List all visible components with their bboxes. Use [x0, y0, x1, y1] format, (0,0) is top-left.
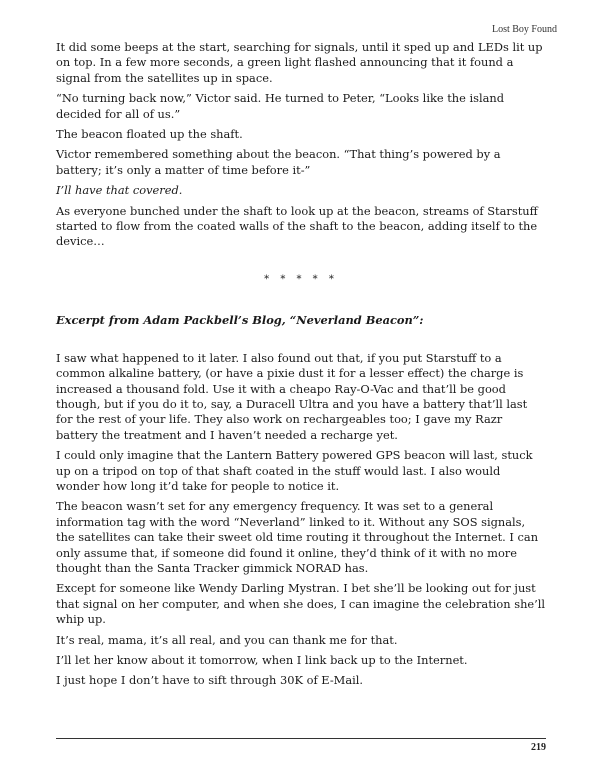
paragraph: As everyone bunched under the shaft to look up at the beacon, streams of Starstuff started to flow from the coated walls of the shaft to the beacon, adding itself to the device… [56, 203, 538, 249]
footer-divider [56, 738, 546, 739]
paragraph: I’ll let her know about it tomorrow, when I link back up to the Internet. [56, 653, 468, 667]
paragraph: I saw what happened to it later. I also found out that, if you put Starstuff to a common alkaline battery, (or have a pixie dust it for a lesser effect) the charge is increased a thousand fold. Use it with a cheapo Ray-O-Vac and that’ll be good though, but if you do it to, say, a Duracell Ultra and you have a battery that’ll last for the rest of your life. They also work on rechargeables too; I gave my Razr battery the treatment and I haven’t needed a recharge yet. [56, 350, 528, 442]
paragraph: Except for someone like Wendy Darling Mystran. I bet she’ll be looking out for just that signal on her computer, and when she does, I can imagine the celebration she’ll whip up. [56, 581, 546, 627]
paragraph: It did some beeps at the start, searching for signals, until it sped up and LEDs lit up on top. In a few more seconds, a green light flashed announcing that it found a signal from the satellites up in space. [56, 40, 543, 85]
blog-excerpt-heading: Excerpt from Adam Packbell’s Blog, “Neverland Beacon”: [56, 313, 424, 328]
paragraph: It’s real, mama, it’s all real, and you can thank me for that. [56, 632, 398, 647]
paragraph: The beacon floated up the shaft. [56, 127, 243, 142]
running-header: Lost Boy Found [491, 24, 557, 35]
page-body [56, 40, 546, 694]
scene-break: * * * * * [264, 273, 338, 285]
paragraph: I could only imagine that the Lantern Battery powered GPS beacon will last, stuck up on a tripod on top of that shaft coated in the stuff would last. I also would wonder how long it’d take for people to notice it. [56, 448, 533, 493]
paragraph: I just hope I don’t have to sift through 30K of E-Mail. [56, 673, 364, 688]
paragraph: “No turning back now,” Victor said. He turned to Peter, “Looks like the island decided for all of us.” [56, 91, 505, 121]
paragraph: The beacon wasn’t set for any emergency frequency. It was set to a general information tag with the word “Neverland” linked to it. Without any SOS signals, the satellites can take their sweet old time routing it throughout the Internet. I can only assume that, if someone did found it online, they’d think of it with no more thought than the Santa Tracker gimmick NORAD has. [56, 499, 539, 575]
paragraph-italic-thought: I’ll have that covered. [56, 183, 183, 198]
page-number: 219 [531, 742, 546, 753]
paragraph: Victor remembered something about the beacon. “That thing’s powered by a battery; it’s only a matter of time before it-” [56, 147, 501, 177]
